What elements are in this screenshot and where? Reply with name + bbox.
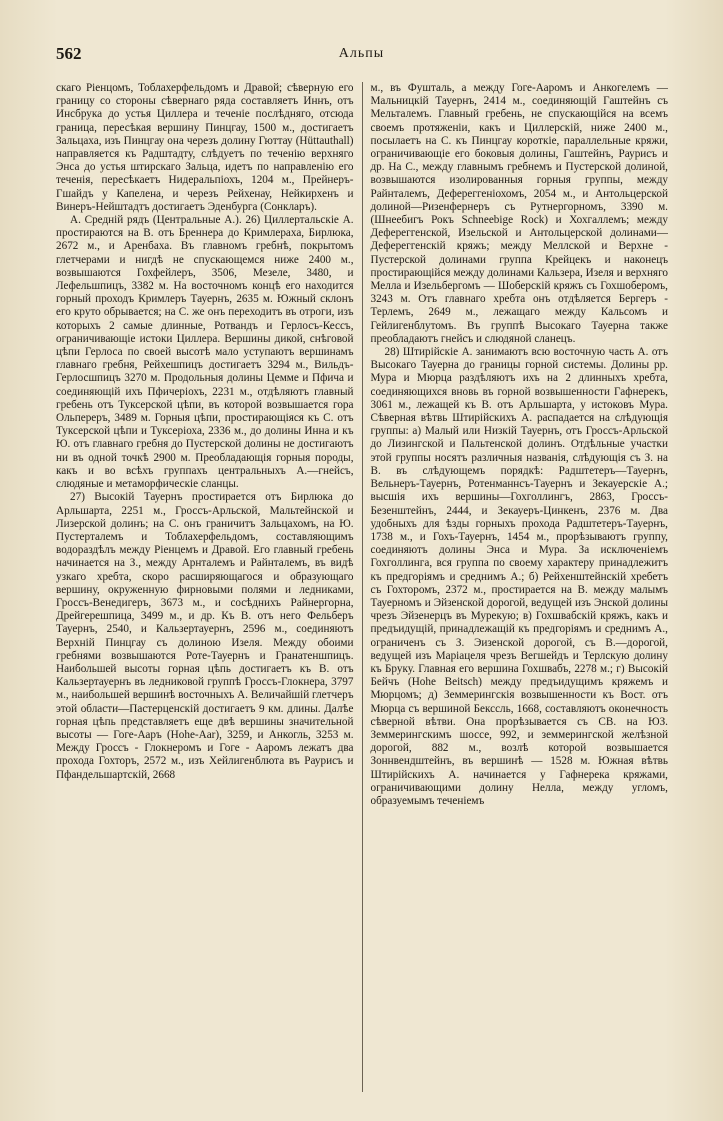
running-title: Альпы (338, 46, 385, 61)
page-number: 562 (56, 44, 82, 63)
paragraph: А. Средній рядъ (Центральные А.). 26) Циллертальскіе А. простираются на В. отъ Бреннера до Кримлераха, Бирлюка, 2672 м., и Аренбаха. Въ главномъ гребнѣ, покрытомъ глетчерами и нигдѣ не спускающемся ниже 2400 м., возвышаются Гохфейлеръ, 3506, Мезеле, 3480, и Лефельшпицъ, 3382 м. На восточномъ концѣ его находится горный проходъ Кримлеръ Тауернъ, 2635 м. Южный склонъ его круто обрывается; на С. же онъ переходитъ въ отроги, изъ которыхъ 2 самые длинные, Ротвандъ и Герлосъ-Кессъ, ограничивающіе истоки Циллера. Вершины дикой, снѣговой цѣпи Герлоса по своей высотѣ мало уступаютъ вершинамъ главнаго гребня, Рейхешпицъ достигаетъ 3294 м., Вильдъ-Герлосшпицъ 3270 м. Продольныя долины Цемме и Пфича и соединяющій ихъ Пфичеріохъ, 2231 м., отдѣляютъ главный гребень отъ Туксерской цѣпи, въ которой возвышается гора Ольпереръ, 3489 м. Горныя цѣпи, простирающіяся къ С. отъ Туксерской цѣпи и Туксеріоха, 2336 м., до долины Инна и къ Ю. отъ главнаго гребня до Пустерской долины не достигаютъ ни въ одной точкѣ 2900 м. Преобладающія горныя породы, какъ и во всѣхъ группахъ центральныхъ А.—гнейсъ, слюдяные и метаморфическіе сланцы. (56, 214, 354, 491)
paragraph: скаго Ріенцомъ, Тоблахерфельдомъ и Дравой; сѣверную его границу со стороны сѣвернаго ряда составляетъ Иннъ, отъ Инсбрука до устья Циллера и теченіе послѣдняго, отсюда граница, пересѣкая вершину Пинцгау, 1500 м., достигаетъ Зальцаха, изъ Пинцгау она черезъ долину Гюттау (Hüttauthall) направляется къ Радштадту, слѣдуетъ по теченію верхняго Энса до устья штирскаго Зальца, идетъ по направленію его теченія, пересѣкаетъ Нидеральпіохъ, 1204 м., Прейнеръ-Гшайдъ у Капелена, и черезъ Рейхенау, Нейкирхенъ и Винеръ-Нейштадтъ достигаетъ Эденбурга (Сонкларъ). (56, 82, 354, 213)
paragraph: м., въ Фушталь, а между Гоге-Ааромъ и Анкогелемъ — Мальницкій Тауернъ, 2414 м., соединяющій Гаштейнъ съ Мельталемъ. Главный гребень, не спускающійся на всемъ своемъ протяженіи, какъ и Циллерскій, ниже 2400 м., посылаетъ на С. къ Пинцгау короткіе, параллельные кряжи, ограничивающіе его боковыя долины, Гаштейнъ, Раурисъ и др. На С., между главнымъ гребнемъ и Пустерской долиной, возвышаются изолированныя горныя группы, между Райнталемъ, Дефереггеніохомъ, 2054 м., и Антольцерской долиной—Ризенфернеръ съ Рутнергорномъ, 3390 м. (Шнеебигъ Рокъ Schneebige Rock) и Хохгаллемъ; между Дефереггенской, Изельской и Антольцерской долинами—Дефереггенскій кряжъ; между Меллской и Верхне - Пустерской долинами группа Крейцекъ и наконецъ простирающійся между долинами Кальзера, Изеля и верхняго Мелла и Изельбергомъ — Шоберскій кряжъ съ Гохшоберомъ, 3243 м. Отъ главнаго хребта онъ отдѣляется Бергеръ - Терлемъ, 2649 м., лежащаго между Кальсомъ и Гейлигенблутомъ. Въ группѣ Высокаго Тауерна также преобладаютъ гнейсъ и слюдяной сланецъ. (370, 82, 668, 345)
paragraph: 27) Высокій Тауернъ простирается отъ Бирлюка до Арльшарта, 2251 м., Гроссъ-Арльской, Мальтейнской и Лизерской долинъ; на С. онъ граничитъ Зальцахомъ, на Ю. Пустерталемъ и Тоблахерфельдомъ, составляющимъ водораздѣлъ между Ріенцемъ и Дравой. Его главный гребень начинается на З., между Арнталемъ и Райнталемъ, въ видѣ узкаго хребта, скоро расширяющагося и образующаго вершину, окруженную фирновыми полями и ледниками, Гроссъ-Венедигеръ, 3673 м., и сосѣднихъ Райнергорна, Дрейгерешпица, 3499 м., и др. Къ В. отъ него Фельберъ Тауернъ, 2540, и Кальзертауернъ, 2596 м., соединяютъ Верхній Пинцгау съ долиною Изеля. Между обоими гребнями возвышаются Роте-Тауернъ и Гранатеншпицъ. Наибольшей высоты горная цѣпь достигаетъ къ В. отъ Кальзертауернъ въ ледниковой группѣ Гроссъ-Глокнера, 3797 м., наибольшей вершинѣ восточныхъ А. Величайшій глетчеръ этой области—Пастерценскій достигаетъ 9 км. длины. Далѣе горная цѣпь представляетъ еще двѣ вершины значительной высоты — Гоге-Ааръ (Hohe-Aar), 3259, и Анкогль, 3253 м. Между Гроссъ - Глокнеромъ и Гоге - Ааромъ лежатъ два прохода Гохторъ, 2572 м., изъ Хейлигенблюта въ Раурисъ и Пфандельшартскій, 2668 (56, 491, 354, 781)
page-header (56, 44, 667, 68)
paragraph: 28) Штирійскіе А. занимаютъ всю восточную часть А. отъ Высокаго Тауерна до границы горной системы. Долины рр. Мура и Мюрца раздѣляютъ ихъ на 2 длинныхъ хребта, соединяющихся вновь въ горной возвышенности Гафнерекъ, 3061 м., лежащей къ В. отъ Арльшарта, у истоковъ Мура. Сѣверная вѣтвь Штирійскихъ А. распадается на слѣдующія группы: а) Малый или Низкій Тауернъ, отъ Гроссъ-Арльской до Лизингской и Пальтенской долинъ. Отдѣльные участки этой группы носятъ различныя названія, слѣдующія съ З. на В. въ слѣдующемъ порядкѣ: Радштетеръ—Тауернъ, Вельнеръ-Тауернъ, Ротенманнсъ-Тауернъ и Зекауерскіе А.; высшія ихъ вершины—Гохголлингъ, 2863, Гроссъ-Безенштейнъ, 2444, и Зекауеръ-Цинкенъ, 2376 м. Два удобныхъ для ѣзды горныхъ прохода Радштетеръ-Тауернъ, 1738 м., и Гохъ-Тауернъ, 1454 м., прорѣзываютъ группу, соединяютъ долины Энса и Мура. За исключеніемъ Гохголлинга, вся группа по своему характеру принадлежитъ къ предгоріямъ и среднимъ А.; б) Рейхенштейнскій хребетъ съ Гохторомъ, 2372 м., простирается на В. между малымъ Тауерномъ и Эйзенской дорогой, ведущей изъ Энской долины чрезъ Эйзенерцъ въ Мурекую; в) Гохшвабскій кряжъ, какъ и предъидущій, принадлежащій къ предгоріямъ и среднимъ А., ограниченъ съ З. Эизенской дорогой, съ В.—дорогой, ведущей изъ Маріацеля чрезъ Вегшейдъ и Терлскую долину къ Бруку. Главная его вершина Гохшвабъ, 2278 м.; г) Высокій Бейчъ (Hohe Beitsch) между предъидущимъ кряжемъ и Мюрцомъ; д) Земмерингскія возвышенности къ Вост. отъ Мюрца съ вершиной Бекссль, 1668, составляютъ оконечность сѣверной вѣтви. Она прорѣзывается съ СВ. на ЮЗ. Земмерингскимъ шоссе, 992, и земмерингской желѣзной дорогой, 882 м., возлѣ которой возвышается Зоннвендштейнъ, въ вершинѣ — 1528 м. Южная вѣтвь Штирійскихъ А. начинается у Гафнерека кряжами, ограничивающими долину Нелла, между угломъ, образуемымъ теченіемъ (370, 346, 668, 807)
right-column (370, 82, 668, 1092)
left-column (56, 82, 354, 1092)
text-columns (56, 82, 668, 1092)
column-divider (362, 82, 363, 1092)
